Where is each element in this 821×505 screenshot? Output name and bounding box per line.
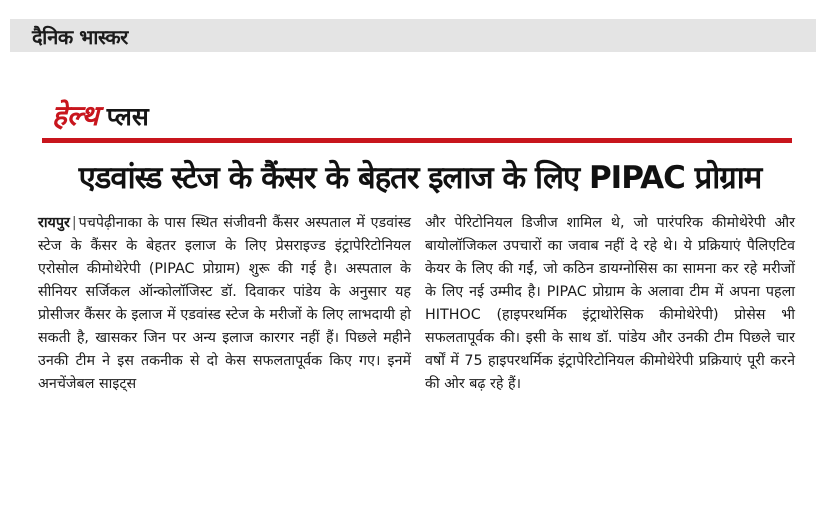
newspaper-logo: दैनिक भास्कर [32, 25, 128, 49]
article-column-left [38, 212, 411, 497]
masthead-bar [10, 19, 816, 52]
section-brand-red: हेल्थ [52, 99, 99, 132]
article-headline: एडवांस्ड स्टेज के कैंसर के बेहतर इलाज के लिए PIPAC प्रोग्राम [78, 160, 762, 196]
article-column-right [425, 212, 795, 497]
section-divider [42, 138, 792, 143]
section-brand-black: प्लस [106, 102, 149, 131]
section-brand [52, 96, 149, 136]
dateline-separator: | [71, 215, 77, 231]
column-left-text: पचपेढ़ीनाका के पास स्थित संजीवनी कैंसर अस्पताल में एडवांस्ड स्टेज के कैंसर के बेहतर इलाज के लिए प्रेसराइज्ड इंट्रापेरिटोनियल एरोसोल कीमोथेरेपी (PIPAC प्रोग्राम) शुरू की गई है। अस्पताल के सीनियर सर्जिकल ऑन्कोलॉजिस्ट डॉ. दिवाकर पांडेय के अनुसार यह प्रोसीजर कैंसर के इलाज में एडवांस्ड स्टेज के मरीजों के लिए लाभदायी हो सकती है, खासकर जिन पर अन्य इलाज कारगर नहीं हैं। पिछले महीने उनकी टीम ने इस तकनीक से दो केस सफलतापूर्वक किए गए। इनमें अनचेंजेबल साइट्स [38, 215, 411, 392]
column-right-text: और पेरिटोनियल डिजीज शामिल थे, जो पारंपरिक कीमोथेरेपी और बायोलॉजिकल उपचारों का जवाब नहीं दे रहे थे। ये प्रक्रियाएं पैलिएटिव केयर के लिए की गईं, जो कठिन डायग्नोसिस का सामना कर रहे मरीजों के लिए नई उम्मीद है। PIPAC प्रोग्राम के अलावा टीम में अपना पहला HITHOC (हाइपरथर्मिक इंट्राथोरेसिक कीमोथेरेपी) प्रोसेस भी सफलतापूर्वक की। इसी के साथ डॉ. पांडेय और उनकी टीम पिछले चार वर्षों में 75 हाइपरथर्मिक इंट्रापेरिटोनियल कीमोथेरेपी प्रक्रियाएं पूरी करने की ओर बढ़ रहे हैं। [425, 215, 795, 392]
dateline: रायपुर [38, 215, 70, 231]
